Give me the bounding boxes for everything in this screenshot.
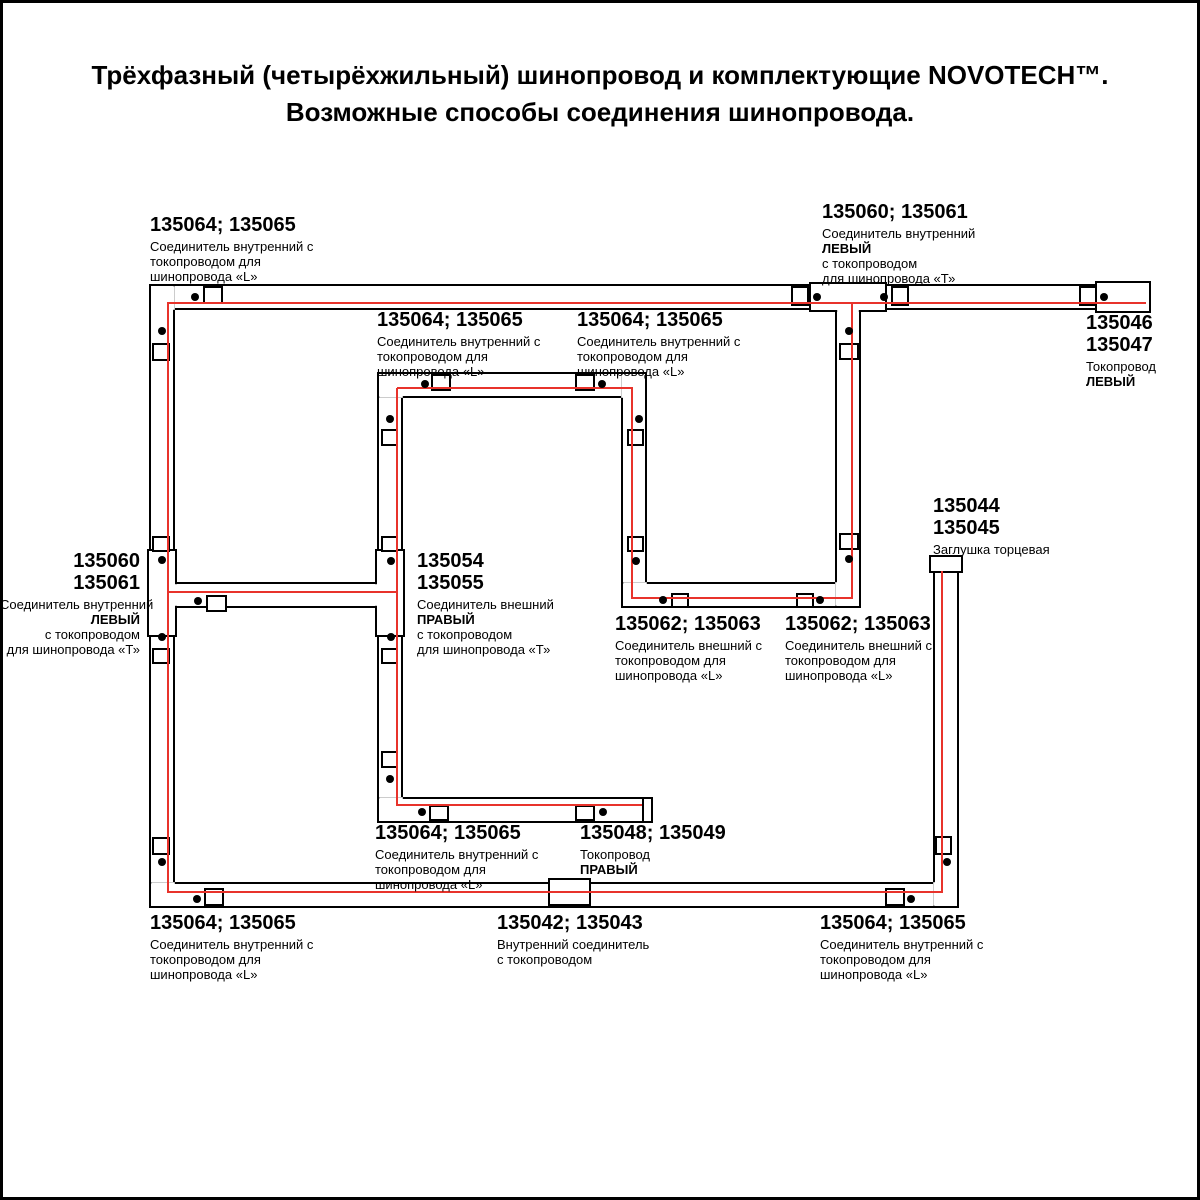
part-description	[933, 542, 1050, 557]
part-description-line: с токопроводом	[497, 952, 593, 967]
part-codes: 135046	[1086, 312, 1153, 334]
page-title-line1: Трёхфазный (четырёхжильный) шинопровод и комплектующие NOVOTECH™.	[91, 60, 1109, 90]
part-description	[377, 334, 540, 379]
part-description-line: токопроводом для	[820, 952, 931, 967]
part-description-line: с токопроводом	[822, 256, 918, 271]
page-title-line2: Возможные способы соединения шинопровода.	[285, 97, 915, 127]
part-description-line: токопроводом для	[577, 349, 688, 364]
part-codes: 135064; 135065	[150, 912, 296, 934]
part-codes: 135061	[73, 572, 140, 594]
part-codes: 135064; 135065	[150, 214, 296, 236]
part-description-line: шинопровода «L»	[375, 877, 483, 892]
part-description	[615, 638, 762, 683]
part-description-line: шинопровода «L»	[615, 668, 723, 683]
label-innerL	[377, 309, 540, 379]
label-botMid	[375, 822, 538, 892]
part-description-line: Соединитель внешний с	[615, 638, 762, 653]
part-description	[417, 597, 554, 657]
part-description	[497, 937, 649, 967]
part-description-line: ЛЕВЫЙ	[1086, 374, 1136, 389]
part-codes: 135064; 135065	[375, 822, 521, 844]
part-codes: 135054	[417, 550, 484, 572]
part-description-line: шинопровода «L»	[785, 668, 893, 683]
part-codes: 135055	[417, 572, 484, 594]
part-description	[785, 638, 932, 683]
part-description-line: Соединитель внутренний с	[375, 847, 539, 862]
label-outerLb	[785, 613, 932, 683]
part-description-line: токопроводом для	[375, 862, 486, 877]
part-codes: 135045	[933, 517, 1000, 539]
part-description-line: Заглушка торцевая	[933, 542, 1050, 557]
part-description-line: для шинопровода «Т»	[822, 271, 956, 286]
part-description-line: ПРАВЫЙ	[417, 612, 475, 627]
label-botC	[497, 912, 649, 967]
label-leftT	[0, 550, 154, 657]
label-botR	[820, 912, 983, 982]
part-description-line: токопроводом для	[615, 653, 726, 668]
part-codes: 135042; 135043	[497, 912, 643, 934]
part-description-line: с токопроводом	[417, 627, 513, 642]
part-description-line: шинопровода «L»	[577, 364, 685, 379]
part-description-line: шинопровода «L»	[150, 967, 258, 982]
part-description-line: Внутренний соединитель	[497, 937, 650, 952]
part-codes: 135047	[1086, 334, 1153, 356]
part-codes: 135064; 135065	[577, 309, 723, 331]
part-description-line: Соединитель внутренний с	[377, 334, 541, 349]
part-description-line: Соединитель внутренний с	[150, 239, 314, 254]
part-description-line: токопроводом для	[150, 254, 261, 269]
part-description-line: для шинопровода «Т»	[417, 642, 551, 657]
part-description-line: токопроводом для	[785, 653, 896, 668]
part-description-line: Токопровод	[580, 847, 651, 862]
part-description-line: токопроводом для	[377, 349, 488, 364]
part-description-line: токопроводом для	[150, 952, 261, 967]
part-codes: 135062; 135063	[785, 613, 931, 635]
part-description	[1086, 359, 1156, 389]
part-codes: 135048; 135049	[580, 822, 726, 844]
part-description-line: шинопровода «L»	[820, 967, 928, 982]
part-description-line: шинопровода «L»	[150, 269, 258, 284]
part-description-line: Соединитель внешний	[417, 597, 554, 612]
part-codes: 135064; 135065	[377, 309, 523, 331]
label-endcap	[933, 495, 1050, 557]
part-description-line: Соединитель внутренний с	[820, 937, 984, 952]
part-description-line: ЛЕВЫЙ	[822, 241, 872, 256]
label-feedL	[1086, 312, 1156, 389]
label-feedR	[580, 822, 726, 877]
part-description	[0, 597, 154, 657]
part-description	[150, 239, 313, 284]
part-description-line: Соединитель внутренний	[0, 597, 154, 612]
part-codes: 135060; 135061	[822, 201, 968, 223]
part-description	[375, 847, 538, 892]
part-codes: 135044	[933, 495, 1000, 517]
part-description-line: шинопровода «L»	[377, 364, 485, 379]
part-description-line: Соединитель внутренний	[822, 226, 976, 241]
label-innerR	[577, 309, 740, 379]
label-outerLa	[615, 613, 762, 683]
part-description	[820, 937, 983, 982]
part-description-line: ЛЕВЫЙ	[90, 612, 140, 627]
part-description	[577, 334, 740, 379]
part-codes: 135062; 135063	[615, 613, 761, 635]
label-tl	[150, 214, 313, 284]
part-codes: 135064; 135065	[820, 912, 966, 934]
part-description-line: Соединитель внутренний с	[150, 937, 314, 952]
part-codes: 135060	[73, 550, 140, 572]
label-topT	[822, 201, 975, 286]
part-description-line: с токопроводом	[44, 627, 140, 642]
part-description-line: для шинопровода «Т»	[6, 642, 140, 657]
label-centerT	[417, 550, 554, 657]
part-description-line: Соединитель внешний с	[785, 638, 932, 653]
part-description-line: ПРАВЫЙ	[580, 862, 638, 877]
part-description	[150, 937, 313, 982]
part-description-line: Соединитель внутренний с	[577, 334, 741, 349]
part-description-line: Токопровод	[1086, 359, 1157, 374]
part-description	[822, 226, 975, 286]
label-botL	[150, 912, 313, 982]
part-description	[580, 847, 726, 877]
